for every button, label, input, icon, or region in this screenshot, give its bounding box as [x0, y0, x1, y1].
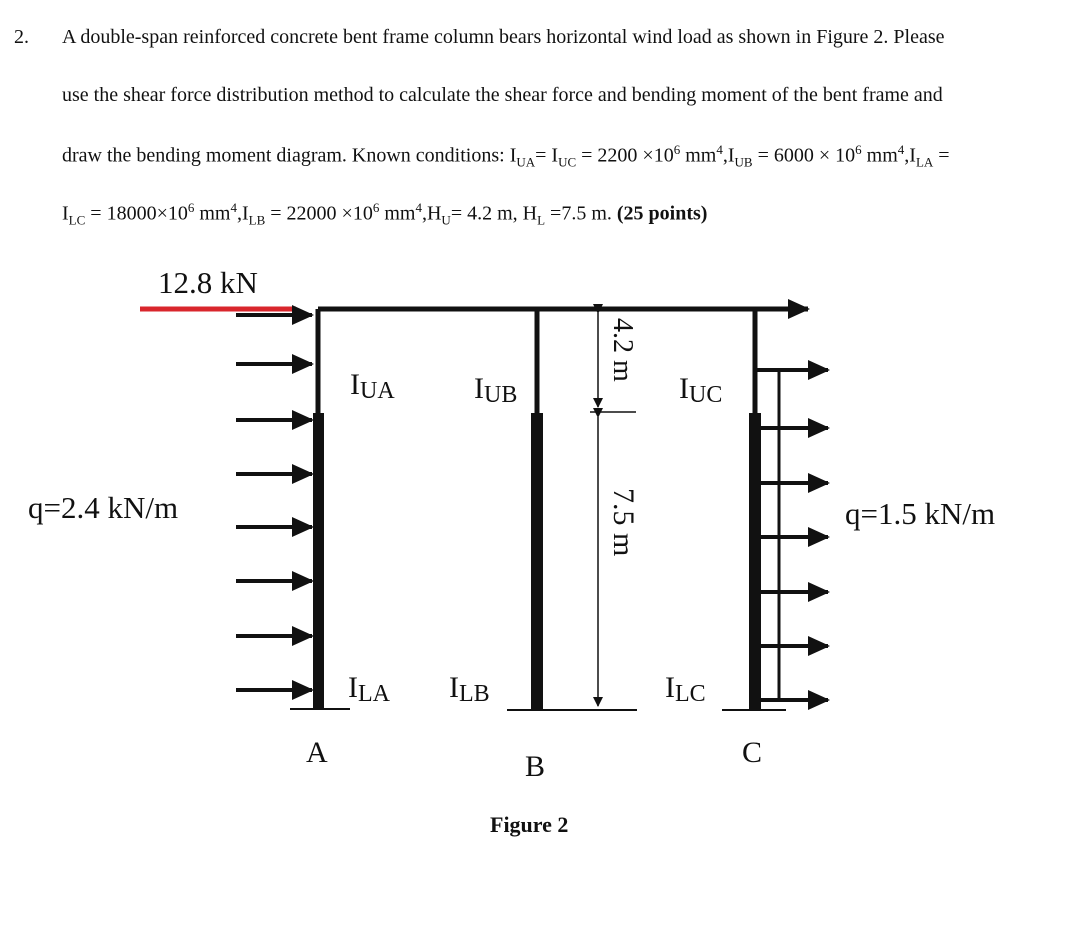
- i-letter: I: [350, 368, 360, 401]
- text: = 22000 ×10: [265, 202, 373, 225]
- label-i-lb: [449, 671, 490, 707]
- subscript: LB: [459, 681, 490, 707]
- i-letter: I: [474, 372, 484, 405]
- superscript: 4: [230, 200, 237, 215]
- subscript: LC: [675, 681, 706, 707]
- figure-caption: Figure 2: [490, 812, 569, 837]
- label-i-uc: [679, 372, 722, 408]
- label-i-lc: [665, 671, 706, 707]
- subscript: L: [537, 212, 546, 228]
- superscript: 6: [855, 142, 862, 157]
- lower-height-label: 7.5 m: [607, 488, 640, 557]
- column-c-lower: [749, 413, 761, 709]
- support-b-label: B: [525, 750, 546, 783]
- label-i-ua: [350, 368, 395, 404]
- upper-height-label: 4.2 m: [607, 318, 638, 382]
- i-letter: I: [665, 671, 675, 704]
- bent-frame-figure: [0, 250, 1080, 850]
- subscript: UB: [484, 382, 518, 408]
- points-label: (25 points): [616, 202, 708, 225]
- text: = 4.2 m, H: [450, 202, 538, 225]
- superscript: 4: [716, 142, 723, 157]
- label-i-la: [348, 671, 391, 707]
- right-load-label: q=1.5 kN/m: [845, 496, 996, 531]
- subscript: UA: [360, 378, 395, 404]
- subscript: LB: [248, 212, 266, 228]
- text: ,I: [904, 144, 916, 167]
- question-line-1: A double-span reinforced concrete bent frame column bears horizontal wind load as shown in Figure 2. Please: [62, 26, 945, 48]
- question-line-2: use the shear force distribution method to calculate the shear force and bending moment of the bent frame and: [62, 84, 943, 106]
- text: = 18000×10: [85, 202, 188, 225]
- i-letter: I: [348, 671, 358, 704]
- text: I: [62, 202, 69, 225]
- text: = I: [535, 144, 559, 167]
- text: = 6000 × 10: [752, 144, 856, 167]
- superscript: 6: [187, 200, 195, 215]
- i-letter: I: [449, 671, 459, 704]
- support-a-label: A: [306, 736, 328, 769]
- text: ,I: [236, 202, 249, 225]
- superscript: 6: [673, 142, 681, 157]
- question-number: 2.: [14, 26, 29, 48]
- text: mm: [680, 144, 717, 167]
- text: ,I: [722, 144, 735, 167]
- text: =: [933, 144, 950, 167]
- subscript: LA: [358, 681, 390, 707]
- left-load-arrows: [236, 315, 312, 690]
- column-b-lower: [531, 413, 543, 709]
- text: draw the bending moment diagram. Known conditions: I: [62, 144, 517, 167]
- text: mm: [194, 202, 231, 225]
- text: =7.5 m.: [545, 202, 617, 225]
- superscript: 6: [372, 200, 380, 215]
- question-line-3: [62, 142, 950, 171]
- left-load-label: q=2.4 kN/m: [28, 490, 179, 525]
- superscript: 4: [897, 142, 905, 157]
- text: = 2200 ×10: [576, 144, 674, 167]
- label-i-ub: [474, 372, 517, 408]
- subscript: UC: [558, 154, 577, 170]
- subscript: U: [441, 212, 451, 228]
- support-c-label: C: [742, 736, 763, 769]
- subscript: UC: [689, 382, 723, 408]
- subscript: LA: [915, 154, 934, 170]
- subscript: LC: [68, 212, 86, 228]
- i-letter: I: [679, 372, 689, 405]
- text: mm: [379, 202, 416, 225]
- text: ,H: [421, 202, 442, 225]
- superscript: 4: [415, 200, 422, 215]
- question-line-4: [62, 200, 707, 229]
- point-load-label: 12.8 kN: [158, 265, 258, 300]
- text: mm: [861, 144, 898, 167]
- column-a-lower: [313, 413, 324, 708]
- subscript: UA: [516, 154, 536, 170]
- right-load-arrows: [756, 370, 828, 700]
- subscript: UB: [734, 154, 753, 170]
